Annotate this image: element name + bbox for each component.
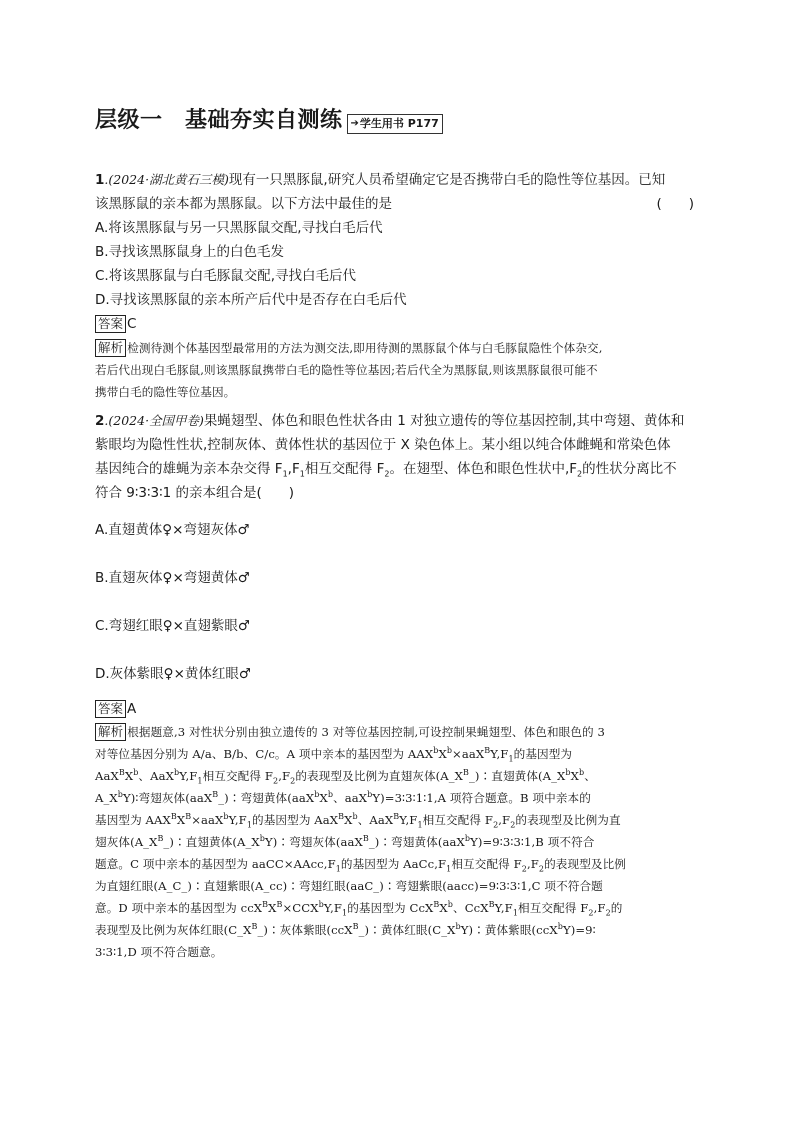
- question-1-explanation: [95, 337, 705, 403]
- question-1-stem: [95, 168, 702, 192]
- question-2: [95, 409, 702, 505]
- question-source: .(2024·湖北黄石三模): [104, 172, 229, 187]
- question-2-explanation: 解析 根据题意,3 对性状分别由独立遗传的 3 对等位基因控制,可设控制果蝇翅型、体色和眼色的 3 对等位基因分别为 A/a、B/b、C/c。A 项中亲本的基因型为 $AAX^bX^b\times aaX^BY,F_1$的基因型为 $AaX^BX^b$、$AaX^bY,F_1$相互交配得 $F_2,F_2$的表现型及比例为直翅灰体$(A\_X^B\_)∶$直翅黄体($A\_X^bX^b$、 $A\_X^bY)∶$弯翅灰体(aaX$^B$_)∶弯翅黄体($aaX^bX^b$、aaX$^b$Y)=3∶3∶1∶1,A 项符合题意。B 项中亲本的 基因型为 $AAX^BX^B\times aaX^bY,F_1$的基因型为 $AaX^BX^b$、$AaX^BY,F_1$相互交配得 $F_2,F_2$的表现型及比例为直 翅灰体$(A\_X^B\_)∶$直翅黄体$(A\_X^bY)∶$弯翅灰体(aaX$^B$_)∶弯翅黄体(aaX$^b$Y)=9∶3∶3∶1,B 项不符合 题意。C 项中亲本的基因型为 $aaCC\times AAcc,F_1$的基因型为 $AaCc,F_1$相互交配得 $F_2,F_2$的表现型及比例 为直翅红眼(A_C_)∶直翅紫眼(A_cc)∶弯翅红眼(aaC_)∶弯翅紫眼(aacc)=9∶3∶3∶1,C 项不符合题 意。D 项中亲本的基因型为 $ccX^BX^B\times CCX^bY,F_1$的基因型为 $CcX^BX^b$、$CcX^BY,F_1$相互交配得 $F_2,F_2$的 表现型及比例为灰体红眼$(C\_X^B\_)∶$灰体紫眼(ccX$^B$_)∶黄体红眼$(C\_X^bY)∶$黄体紫眼(ccX$^b$Y)=9∶ 3∶3∶1,D 项不符合题意。: [95, 724, 626, 959]
- stem-text: 该黑豚鼠的亲本都为黑豚鼠。以下方法中最佳的是: [95, 196, 392, 212]
- explanation-text: 若后代出现白毛豚鼠,则该黑豚鼠携带白毛的隐性等位基因;若后代全为黑豚鼠,则该黑豚鼠很可能不: [95, 363, 598, 377]
- option-b: B.直翅灰体♀×弯翅黄体♂: [95, 570, 250, 586]
- explanation-text: 携带白毛的隐性等位基因。: [95, 385, 236, 399]
- option-d: D.灰体紫眼♀×黄体红眼♂: [95, 666, 251, 682]
- question-1-stem-cont: [95, 192, 702, 216]
- option-a: A.直翅黄体♀×弯翅灰体♂: [95, 522, 250, 538]
- question-2-answer: [95, 699, 702, 719]
- question-1-answer: [95, 314, 702, 334]
- stem-text: 紫眼均为隐性性状,控制灰体、黄体性状的基因位于 X 染色体上。某小组以纯合体雌蝇和常染色体: [95, 437, 671, 453]
- stem-text: 现有一只黑豚鼠,研究人员希望确定它是否携带白毛的隐性等位基因。已知: [228, 172, 666, 188]
- option-d: D.寻找该黑豚鼠的亲本所产后代中是否存在白毛后代: [95, 292, 407, 308]
- answer-tag: 答案: [95, 700, 126, 718]
- question-2-stem: [95, 409, 702, 433]
- explanation-tag: 解析: [95, 339, 126, 357]
- arrow-icon: ➔: [350, 118, 359, 129]
- question-1: [95, 168, 702, 312]
- answer-tag: 答案: [95, 315, 126, 333]
- textbook-page-badge: [347, 114, 443, 134]
- badge-label: 学生用书 P177: [359, 117, 439, 130]
- stem-text: 果蝇翅型、体色和眼色性状各由 1 对独立遗传的等位基因控制,其中弯翅、黄体和: [203, 413, 685, 429]
- explanation-text: 检测待测个体基因型最常用的方法为测交法,即用待测的黑豚鼠个体与白毛豚鼠隐性个体杂交,: [127, 341, 603, 355]
- stem-text: 基因纯合的雄蝇为亲本杂交得 $F_1,F_1$相互交配得 $F_2$。在翅型、体色和眼色性状中$,F_2$的性状分离比不: [95, 461, 677, 479]
- option-c: C.将该黑豚鼠与白毛豚鼠交配,寻找白毛后代: [95, 268, 357, 284]
- question-number: 2: [95, 413, 105, 429]
- option-c: C.弯翅红眼♀×直翅紫眼♂: [95, 618, 251, 634]
- stem-text: 符合 9∶3∶3∶1 的亲本组合是( ): [95, 485, 295, 501]
- section-title: 层级一 基础夯实自测练: [95, 108, 343, 133]
- section-header: [95, 104, 443, 136]
- question-source: .(2024·全国甲卷): [104, 413, 204, 428]
- answer-value: A: [127, 701, 137, 717]
- explanation-tag: 解析: [95, 723, 126, 741]
- answer-value: C: [127, 316, 137, 332]
- option-a: A.将该黑豚鼠与另一只黑豚鼠交配,寻找白毛后代: [95, 220, 383, 236]
- question-number: 1: [95, 172, 105, 188]
- option-b: B.寻找该黑豚鼠身上的白色毛发: [95, 244, 285, 260]
- answer-blank: ( ): [656, 196, 694, 212]
